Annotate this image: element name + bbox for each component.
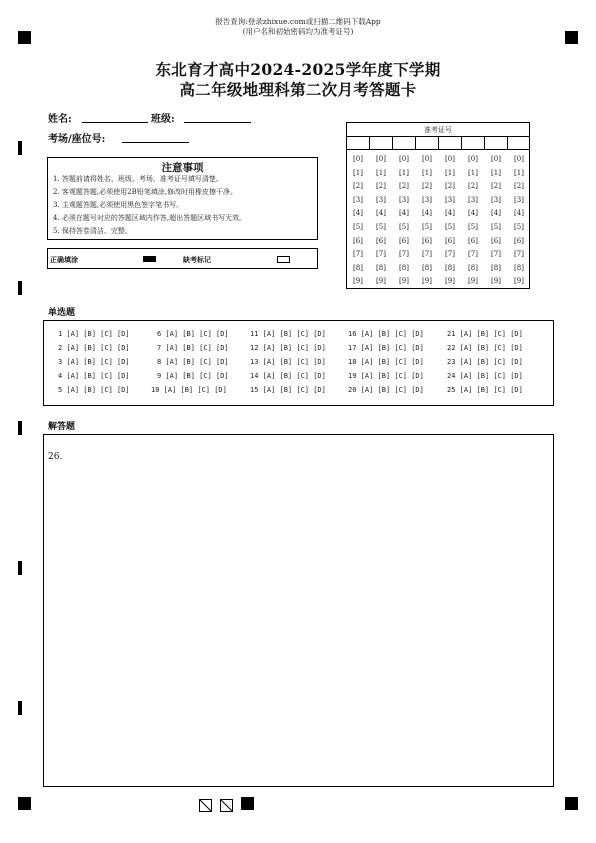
ticket-digit-bubble[interactable]: [0] bbox=[422, 155, 432, 163]
ticket-digit-bubble[interactable]: [7] bbox=[491, 250, 501, 259]
ticket-digit-bubble[interactable]: [3] bbox=[376, 195, 386, 204]
ticket-digit-bubble[interactable]: [9] bbox=[491, 277, 501, 286]
ticket-digit-bubble[interactable]: [8] bbox=[491, 263, 501, 272]
answer-section-label: 解答题 bbox=[48, 422, 76, 432]
ticket-digit-bubble[interactable]: [3] bbox=[514, 195, 524, 204]
mc-question-17[interactable]: 17 [A] [B] [C] [D] bbox=[348, 344, 424, 352]
ticket-digit-bubble[interactable]: [4] bbox=[445, 209, 455, 218]
bottom-mark-slash-icon bbox=[199, 797, 212, 810]
question-number: 26. bbox=[48, 452, 63, 462]
admission-ticket-title: 准考证号 bbox=[424, 126, 452, 134]
side-timing-mark bbox=[18, 281, 22, 295]
mc-question-13[interactable]: 13 [A] [B] [C] [D] bbox=[250, 358, 326, 366]
notice-item: 2. 客观题答题,必须使用2B铅笔填涂,修改时用橡皮擦干净。 bbox=[53, 188, 237, 196]
fill-legend-box bbox=[47, 248, 318, 269]
ticket-digit-bubble[interactable]: [4] bbox=[353, 209, 363, 218]
mc-question-7[interactable]: 7 [A] [B] [C] [D] bbox=[157, 344, 229, 352]
answer-area-26[interactable] bbox=[43, 434, 554, 787]
ticket-digit-bubble[interactable]: [8] bbox=[514, 263, 524, 272]
registration-mark-bottom-right bbox=[565, 797, 578, 810]
notice-title: 注意事项 bbox=[161, 162, 204, 174]
ticket-digit-bubble[interactable]: [5] bbox=[399, 223, 409, 231]
ticket-digit-bubble[interactable]: [4] bbox=[399, 209, 409, 218]
ticket-digit-bubble[interactable]: [3] bbox=[422, 195, 432, 204]
ticket-digit-bubble[interactable]: [5] bbox=[468, 223, 478, 231]
ticket-digit-bubble[interactable]: [8] bbox=[445, 263, 455, 272]
mc-question-23[interactable]: 23 [A] [B] [C] [D] bbox=[447, 358, 523, 366]
ticket-column-divider bbox=[369, 136, 370, 149]
ticket-digit-bubble[interactable]: [9] bbox=[445, 277, 455, 286]
ticket-digit-bubble[interactable]: [3] bbox=[399, 195, 409, 204]
ticket-digit-bubble[interactable]: [2] bbox=[353, 182, 363, 191]
ticket-digit-bubble[interactable]: [4] bbox=[468, 209, 478, 218]
mc-question-5[interactable]: 5 [A] [B] [C] [D] bbox=[58, 386, 130, 394]
mc-question-12[interactable]: 12 [A] [B] [C] [D] bbox=[250, 344, 326, 352]
ticket-digit-bubble[interactable]: [1] bbox=[399, 168, 409, 177]
ticket-digit-bubble[interactable]: [8] bbox=[422, 263, 432, 272]
ticket-digit-bubble[interactable]: [0] bbox=[491, 155, 501, 163]
ticket-digit-bubble[interactable]: [0] bbox=[399, 155, 409, 163]
ticket-digit-bubble[interactable]: [2] bbox=[376, 182, 386, 191]
absent-mark-checkbox[interactable] bbox=[277, 256, 290, 263]
ticket-digit-bubble[interactable]: [8] bbox=[353, 263, 363, 272]
ticket-column-divider bbox=[415, 136, 416, 149]
mc-section-label: 单选题 bbox=[48, 308, 76, 318]
ticket-digit-bubble[interactable]: [1] bbox=[491, 168, 501, 177]
ticket-digit-bubble[interactable]: [6] bbox=[422, 236, 432, 245]
report-query-notice bbox=[0, 17, 596, 37]
seat-field[interactable] bbox=[122, 142, 189, 143]
ticket-digit-bubble[interactable]: [1] bbox=[353, 168, 363, 177]
ticket-digit-bubble[interactable]: [6] bbox=[376, 236, 386, 245]
ticket-digit-bubble[interactable]: [9] bbox=[376, 277, 386, 286]
notice-box bbox=[47, 157, 318, 240]
ticket-digit-bubble[interactable]: [2] bbox=[422, 182, 432, 191]
mc-question-2[interactable]: 2 [A] [B] [C] [D] bbox=[58, 344, 130, 352]
name-field[interactable] bbox=[82, 122, 148, 123]
seat-label: 考场/座位号: bbox=[48, 134, 106, 145]
ticket-digit-bubble[interactable]: [9] bbox=[514, 277, 524, 286]
ticket-digit-bubble[interactable]: [2] bbox=[491, 182, 501, 191]
mc-question-4[interactable]: 4 [A] [B] [C] [D] bbox=[58, 372, 130, 380]
ticket-digit-bubble[interactable]: [7] bbox=[399, 250, 409, 259]
exam-title-line1: 东北育才高中2024-2025学年度下学期 bbox=[155, 60, 441, 79]
mc-question-1[interactable]: 1 [A] [B] [C] [D] bbox=[58, 330, 130, 338]
ticket-column-divider bbox=[392, 136, 393, 149]
mc-question-19[interactable]: 19 [A] [B] [C] [D] bbox=[348, 372, 424, 380]
mc-question-20[interactable]: 20 [A] [B] [C] [D] bbox=[348, 386, 424, 394]
ticket-digit-bubble[interactable]: [5] bbox=[422, 223, 432, 231]
mc-question-22[interactable]: 22 [A] [B] [C] [D] bbox=[447, 344, 523, 352]
ticket-digit-bubble[interactable]: [4] bbox=[514, 209, 524, 218]
notice-item: 5. 保持答卷清洁、完整。 bbox=[53, 227, 132, 235]
ticket-digit-bubble[interactable]: [7] bbox=[376, 250, 386, 259]
ticket-digit-bubble[interactable]: [6] bbox=[399, 236, 409, 245]
mc-question-3[interactable]: 3 [A] [B] [C] [D] bbox=[58, 358, 130, 366]
ticket-digit-bubble[interactable]: [2] bbox=[445, 182, 455, 191]
ticket-column-divider bbox=[438, 136, 439, 149]
ticket-entry-divider bbox=[347, 149, 529, 150]
ticket-digit-bubble[interactable]: [1] bbox=[376, 168, 386, 177]
ticket-column-divider bbox=[484, 136, 485, 149]
mc-question-21[interactable]: 21 [A] [B] [C] [D] bbox=[447, 330, 523, 338]
ticket-column-divider bbox=[461, 136, 462, 149]
ticket-digit-bubble[interactable]: [7] bbox=[353, 250, 363, 259]
ticket-column-divider bbox=[507, 136, 508, 149]
notice-item: 1. 答题前请将姓名、班级、考场、准考证号填写清楚。 bbox=[53, 175, 223, 183]
notice-item: 4. 必须在题号对应的答题区域内作答,超出答题区域书写无效。 bbox=[53, 214, 247, 222]
ticket-digit-bubble[interactable]: [1] bbox=[468, 168, 478, 177]
mc-question-11[interactable]: 11 [A] [B] [C] [D] bbox=[250, 330, 326, 338]
ticket-digit-bubble[interactable]: [0] bbox=[514, 155, 524, 163]
ticket-digit-bubble[interactable]: [3] bbox=[491, 195, 501, 204]
ticket-digit-bubble[interactable]: [5] bbox=[353, 223, 363, 231]
ticket-digit-bubble[interactable]: [0] bbox=[468, 155, 478, 163]
ticket-digit-bubble[interactable]: [3] bbox=[445, 195, 455, 204]
name-label: 姓名: bbox=[48, 114, 72, 125]
ticket-digit-bubble[interactable]: [5] bbox=[445, 223, 455, 231]
ticket-digit-bubble[interactable]: [2] bbox=[399, 182, 409, 191]
registration-mark-bottom-left bbox=[18, 797, 31, 810]
ticket-digit-bubble[interactable]: [0] bbox=[445, 155, 455, 163]
absent-mark-label: 缺考标记 bbox=[183, 255, 211, 264]
ticket-digit-bubble[interactable]: [4] bbox=[491, 209, 501, 218]
mc-question-15[interactable]: 15 [A] [B] [C] [D] bbox=[250, 386, 326, 394]
ticket-digit-bubble[interactable]: [6] bbox=[353, 236, 363, 245]
ticket-digit-bubble[interactable]: [6] bbox=[445, 236, 455, 245]
ticket-digit-bubble[interactable]: [7] bbox=[514, 250, 524, 259]
ticket-digit-bubble[interactable]: [0] bbox=[376, 155, 386, 163]
mc-question-24[interactable]: 24 [A] [B] [C] [D] bbox=[447, 372, 523, 380]
bottom-mark-solid bbox=[241, 797, 254, 810]
ticket-digit-bubble[interactable]: [9] bbox=[422, 277, 432, 286]
exam-title-line2: 高二年级地理科第二次月考答题卡 bbox=[179, 80, 417, 99]
ticket-digit-bubble[interactable]: [7] bbox=[468, 250, 478, 259]
side-timing-mark bbox=[18, 701, 22, 715]
mc-answer-box bbox=[43, 320, 554, 406]
mc-question-10[interactable]: 10 [A] [B] [C] [D] bbox=[151, 386, 227, 394]
side-timing-mark bbox=[18, 141, 22, 155]
class-label: 班级: bbox=[151, 114, 175, 125]
ticket-digit-bubble[interactable]: [4] bbox=[422, 209, 432, 218]
ticket-digit-bubble[interactable]: [3] bbox=[468, 195, 478, 204]
ticket-digit-bubble[interactable]: [0] bbox=[353, 155, 363, 163]
ticket-digit-bubble[interactable]: [4] bbox=[376, 209, 386, 218]
ticket-digit-bubble[interactable]: [5] bbox=[376, 223, 386, 231]
mc-question-8[interactable]: 8 [A] [B] [C] [D] bbox=[157, 358, 229, 366]
ticket-digit-bubble[interactable]: [9] bbox=[353, 277, 363, 286]
ticket-digit-bubble[interactable]: [2] bbox=[468, 182, 478, 191]
ticket-digit-bubble[interactable]: [1] bbox=[422, 168, 432, 177]
ticket-digit-bubble[interactable]: [7] bbox=[445, 250, 455, 259]
ticket-digit-bubble[interactable]: [1] bbox=[514, 168, 524, 177]
ticket-digit-bubble[interactable]: [2] bbox=[514, 182, 524, 191]
mc-question-25[interactable]: 25 [A] [B] [C] [D] bbox=[447, 386, 523, 394]
mc-question-9[interactable]: 9 [A] [B] [C] [D] bbox=[157, 372, 229, 380]
ticket-digit-bubble[interactable]: [3] bbox=[353, 195, 363, 204]
login-hint-line: (用户名和初始密码均为准考证号) bbox=[242, 27, 354, 36]
ticket-digit-bubble[interactable]: [8] bbox=[399, 263, 409, 272]
report-query-line: 报告查询:登录zhixue.com或扫描二维码下载App bbox=[215, 17, 381, 26]
ticket-digit-bubble[interactable]: [6] bbox=[491, 236, 501, 245]
notice-item: 3. 主观题答题,必须使用黑色签字笔书写。 bbox=[53, 201, 184, 209]
correct-fill-label: 正确填涂 bbox=[50, 255, 78, 264]
ticket-digit-bubble[interactable]: [8] bbox=[376, 263, 386, 272]
side-timing-mark bbox=[18, 421, 22, 435]
ticket-digit-bubble[interactable]: [5] bbox=[514, 223, 524, 231]
correct-fill-sample-icon bbox=[143, 256, 156, 262]
ticket-digit-bubble[interactable]: [9] bbox=[399, 277, 409, 286]
ticket-digit-bubble[interactable]: [5] bbox=[491, 223, 501, 231]
ticket-digit-bubble[interactable]: [8] bbox=[468, 263, 478, 272]
ticket-digit-bubble[interactable]: [6] bbox=[514, 236, 524, 245]
mc-question-18[interactable]: 18 [A] [B] [C] [D] bbox=[348, 358, 424, 366]
admission-ticket-box bbox=[346, 122, 530, 289]
class-field[interactable] bbox=[184, 122, 251, 123]
ticket-digit-bubble[interactable]: [9] bbox=[468, 277, 478, 286]
ticket-digit-bubble[interactable]: [6] bbox=[468, 236, 478, 245]
side-timing-mark bbox=[18, 561, 22, 575]
mc-question-14[interactable]: 14 [A] [B] [C] [D] bbox=[250, 372, 326, 380]
ticket-digit-bubble[interactable]: [1] bbox=[445, 168, 455, 177]
mc-question-6[interactable]: 6 [A] [B] [C] [D] bbox=[157, 330, 229, 338]
bottom-mark-slash-icon bbox=[220, 797, 233, 810]
ticket-digit-bubble[interactable]: [7] bbox=[422, 250, 432, 259]
mc-question-16[interactable]: 16 [A] [B] [C] [D] bbox=[348, 330, 424, 338]
